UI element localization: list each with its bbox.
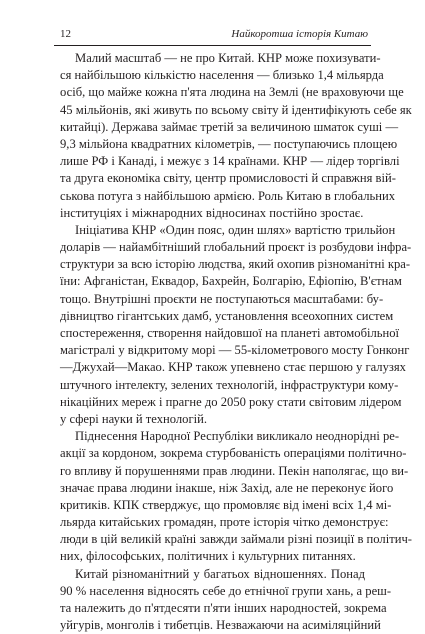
text-line: —Джухай—Макао. КНР також упевнено стає першою у галузях: [60, 360, 406, 375]
text-line: структури за всю історію людства, який охопив різноманітні кра-: [60, 257, 411, 272]
text-line: люди в цій великій країні завжди займали різні позиції в політич-: [60, 532, 412, 547]
text-line: нікаційних мереж і прагне до 2050 року стати світовим лідером: [60, 394, 402, 409]
text-line: го впливу й порушеннями прав людини. Пекін наполягає, що ви-: [60, 463, 409, 478]
text-line: Ініціатива КНР «Один пояс, один шлях» вартістю трильйон: [75, 222, 396, 237]
text-line: льярда китайських громадян, проте історія чітко демонструє:: [60, 515, 389, 530]
paragraph-4: [60, 566, 392, 634]
text-line: доларів — найамбітніший глобальний проєкт із розбудови інфра-: [60, 240, 412, 255]
text-line: Китай різноманітний у багатьох відношеннях. Понад: [75, 566, 365, 581]
text-line: спостереження, створення найдовшої на планеті автомобільної: [60, 326, 400, 340]
text-line: тощо. Внутрішні проєкти не поступаються масштабами: бу-: [60, 291, 384, 306]
text-line: їни: Афганістан, Еквадор, Бахрейн, Болгарію, Ефіопію, В'єтнам: [60, 274, 402, 289]
text-line: ськова потуга з найбільшою армією. Роль Китаю в глобальних: [60, 188, 396, 203]
text-line: значає права людини інакше, ніж Захід, але не переконує його: [60, 480, 394, 495]
page-header: [54, 27, 371, 46]
text-line: них, філософських, політичних і культурних питаннях.: [60, 549, 356, 564]
text-line: ся найбільшою кількістю населення — близько 1,4 мільярда: [60, 68, 384, 83]
text-line: критиків. КПК стверджує, що промовляє від імені всіх 1,4 мі-: [60, 497, 392, 512]
running-title: Найкоротша історія Китаю: [231, 28, 368, 40]
text-line: 45 мільйонів, які живуть по всьому світу й ідентифікують себе як: [60, 102, 412, 117]
body-text: [60, 50, 412, 634]
page-number: 12: [60, 28, 71, 40]
text-line: акції за кордоном, зокрема стурбованість операціями політично-: [60, 446, 407, 461]
text-line: дівництво гігантських дамб, установлення всеохопних систем: [60, 308, 394, 323]
text-line: магістралі у відкритому морі — 55-кілометрового мосту Гонконг: [60, 343, 410, 358]
text-line: 90 % населення відносять себе до етнічної групи хань, а реш-: [60, 583, 392, 598]
text-line: лише РФ і Канаді, і межує з 14 країнами. КНР — лідер торгівлі: [60, 154, 400, 169]
text-line: інституціях і міжнародних відносинах постійно зростає.: [60, 205, 364, 220]
text-line: та належить до п'ятдесяти п'яти інших народностей, зокрема: [60, 601, 387, 615]
text-line: уйгурів, монголів і тибетців. Незважаючи на асиміляційний: [60, 618, 381, 633]
text-line: осіб, що майже кожна п'ята людина на Землі (не враховуючи ще: [60, 85, 404, 100]
text-line: Малий масштаб — не про Китай. КНР може похизувати-: [75, 51, 381, 65]
paragraph-1: [60, 50, 412, 222]
text-line: у сфері науки й технологій.: [60, 411, 207, 426]
paragraph-2: [60, 222, 412, 428]
text-line: та друга економіка світу, центр промисловості й справжня вій-: [60, 171, 396, 186]
text-line: 9,3 мільйона квадратних кілометрів, — поступаючись площею: [60, 136, 398, 151]
text-line: Піднесення Народної Республіки викликало неоднорідні ре-: [75, 429, 400, 444]
text-line: штучного інтелекту, зелених технологій, інфраструктури кому-: [60, 377, 399, 392]
text-line: китайці). Держава займає третій за величиною шматок суші —: [60, 119, 399, 134]
paragraph-3: [60, 428, 412, 566]
